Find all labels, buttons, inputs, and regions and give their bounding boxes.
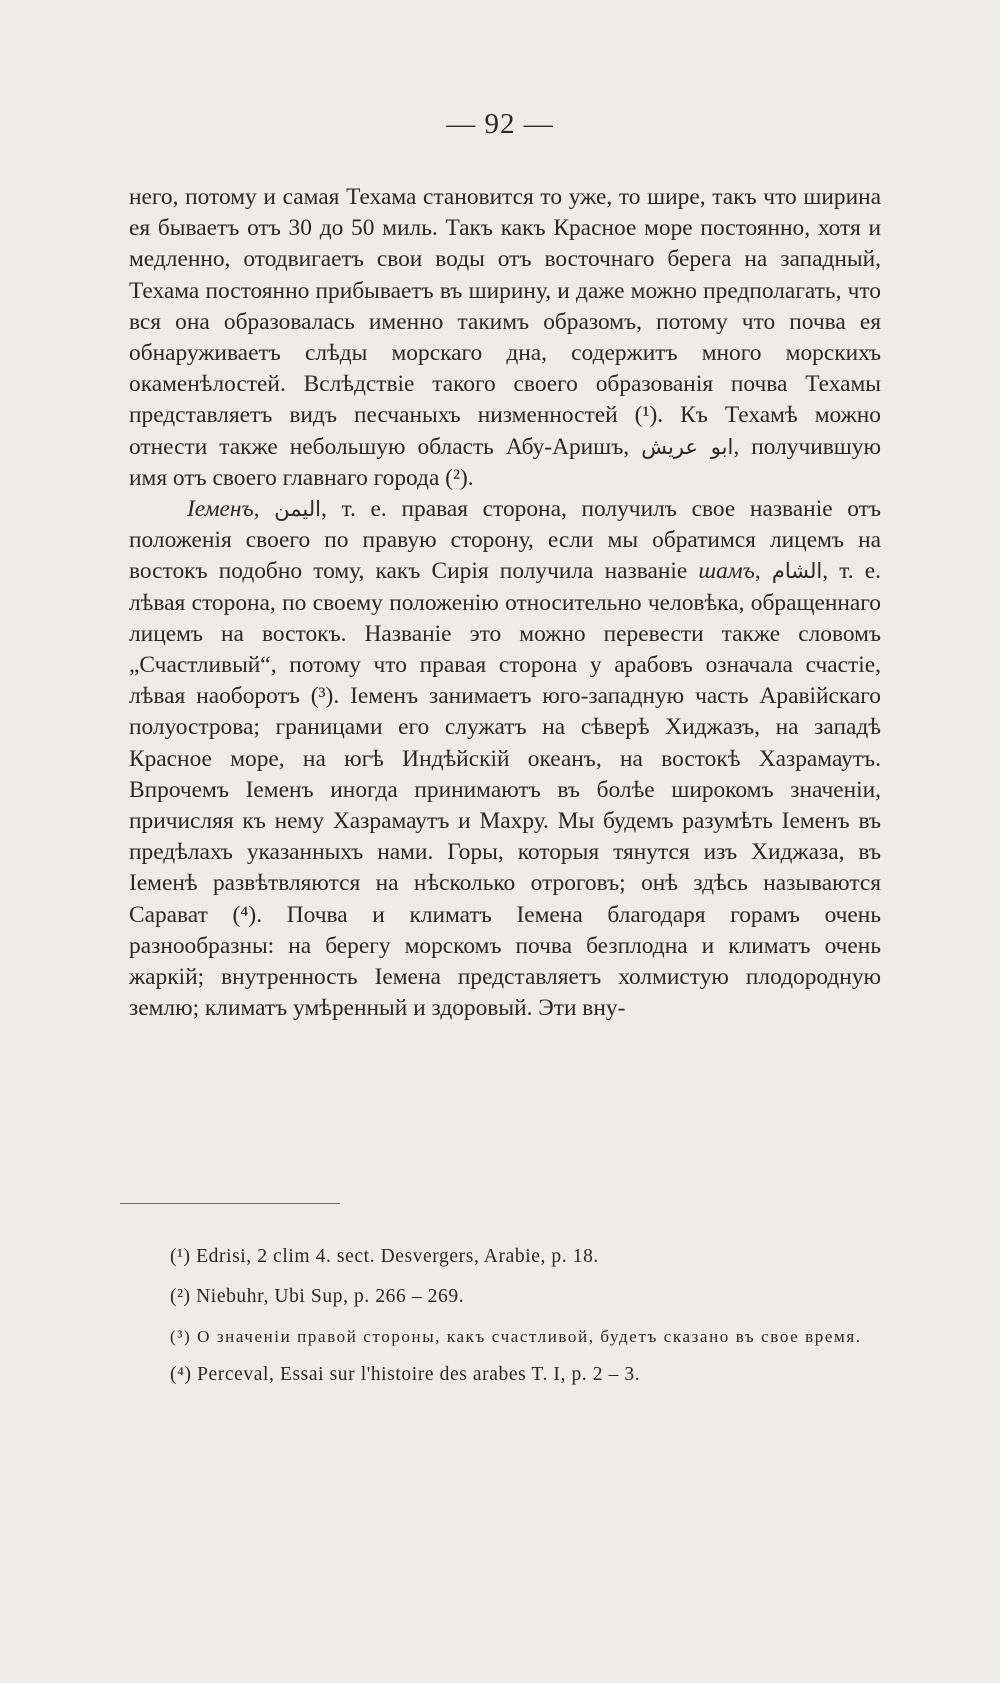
footnote-2 (170, 1282, 880, 1312)
footnote-text: О значеніи правой стороны, какъ счастливой, будетъ сказано въ свое время. (197, 1327, 862, 1346)
footnote-1 (170, 1242, 880, 1272)
paragraph-1-text-after: , получившую имя отъ своего главнаго города (²). (129, 433, 881, 491)
paragraph-2-text-after: , т. е. лѣвая сторона, по своему положенію относительно человѣка, обращеннаго лицемъ на востокъ. Названіе это можно перевести также словомъ „Счастливый“, потому что правая сторона у арабовъ означала счастіе, лѣвая наоборотъ (³). Іеменъ занимаетъ юго-западную часть Аравійскаго полуострова; границами его служатъ на сѣверѣ Хиджазъ, на западѣ Красное море, на югѣ Индѣйскій океанъ, на востокѣ Хазрамаутъ. Впрочемъ Іеменъ иногда принимаютъ въ болѣе широкомъ значеніи, причисляя къ нему Хазрамаутъ и Махру. Мы будемъ разумѣть Іеменъ въ предѣлахъ указанныхъ нами. Горы, которыя тянутся изъ Хиджаза, въ Іеменѣ развѣтвляются на нѣсколько отроговъ; онѣ здѣсь называются Сарават (⁴). Почва и климатъ Іемена благодаря горамъ очень разнообразны: на берегу морскомъ почва безплодна и климатъ очень жаркій; внутренность Іемена представляетъ холмистую плодородную землю; климатъ умѣренный и здоровый. Эти вну- (129, 558, 881, 1022)
footnote-text: Perceval, Essai sur l'histoire des arabes T. I, p. 2 – 3. (197, 1364, 641, 1385)
paragraph-2 (129, 494, 881, 1024)
term-sham: шамъ, (698, 558, 761, 585)
footnote-mark: (⁴) (170, 1364, 192, 1385)
paragraph-2-text: , т. е. правая сторона, получилъ свое названіе отъ положенія своего по правую сторону, если мы обратимся лицемъ на востокъ подобно тому, какъ Сирія получила названіе (129, 496, 882, 585)
arabic-yemen: اليمن (274, 497, 321, 522)
main-text (129, 182, 881, 1024)
footnote-4 (170, 1360, 880, 1390)
footnote-divider (120, 1203, 340, 1204)
arabic-abu-arish: ابو عريش (641, 434, 734, 459)
paragraph-1-text: него, потому и самая Техама становится то уже, то шире, такъ что ширина ея бываетъ отъ 30 до 50 миль. Такъ какъ Красное море постоянно, хотя и медленно, отодвигаетъ свои воды отъ восточнаго берега на западный, Техама постоянно прибываетъ въ ширину, и даже можно предполагать, что вся она образовалась именно такимъ образомъ, потому что почва ея обнаруживаетъ слѣды морскаго дна, содержитъ много морскихъ окаменѣлостей. Вслѣдствіе такого своего образованія почва Техамы представляетъ видъ песчаныхъ низменностей (¹). Къ Техамѣ можно отнести также небольшую область Абу-Аришъ, (129, 184, 881, 460)
page-number: — 92 — (446, 108, 554, 140)
footnote-mark: (¹) (170, 1246, 191, 1267)
footnote-mark: (²) (170, 1286, 191, 1307)
footnote-text: Edrisi, 2 clim 4. sect. Desvergers, Arabie, p. 18. (196, 1246, 599, 1267)
paragraph-1 (129, 182, 881, 494)
footnote-text: Niebuhr, Ubi Sup, p. 266 – 269. (196, 1286, 465, 1307)
footnotes (170, 1242, 880, 1400)
footnote-mark: (³) (170, 1327, 192, 1346)
footnote-3 (170, 1322, 880, 1352)
term-yemen: Іеменъ, (187, 496, 260, 523)
arabic-sham: الشام (771, 559, 823, 584)
